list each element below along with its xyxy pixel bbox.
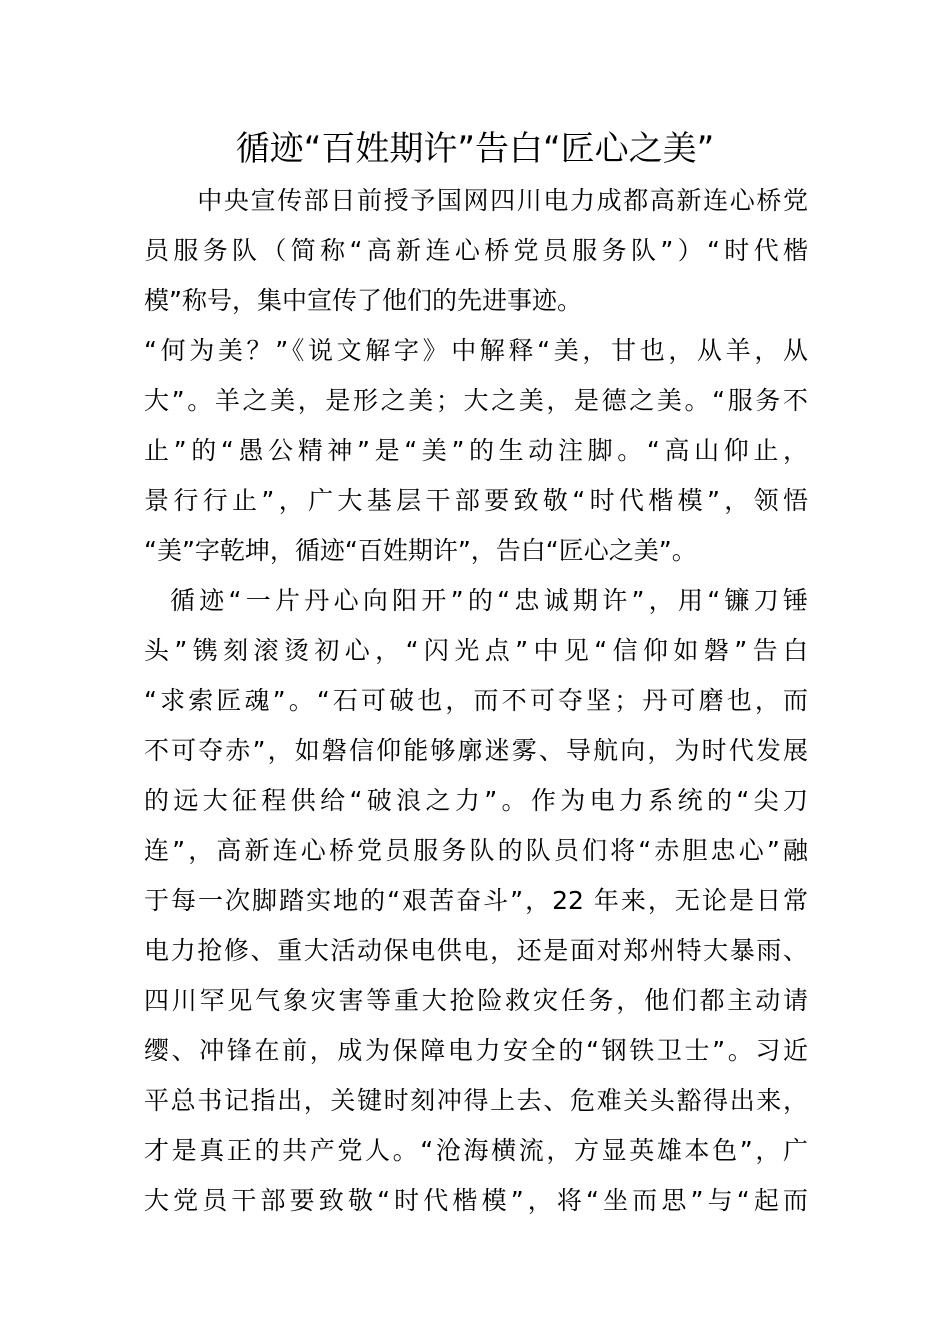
text-line: 电力抢修、重大活动保电供电，还是面对郑州特大暴雨、 — [144, 936, 808, 965]
text-line: 头”镌刻滚烫初心，“闪光点”中见“信仰如磐”告白 — [144, 636, 808, 665]
text-line: 才是真正的共产党人。“沧海横流，方显英雄本色”，广 — [144, 1136, 808, 1165]
text-line: 的远大征程供给“破浪之力”。作为电力系统的“尖刀 — [144, 786, 808, 815]
text-line: 不可夺赤”，如磐信仰能够廓迷雾、导航向，为时代发展 — [144, 736, 808, 765]
text-line: 连”，高新连心桥党员服务队的队员们将“赤胆忠心”融 — [144, 836, 808, 865]
text-line: 中央宣传部日前授予国网四川电力成都高新连心桥党 — [144, 186, 808, 215]
text-line: 于每一次脚踏实地的“艰苦奋斗”，22 年来，无论是日常 — [144, 886, 808, 915]
text-line: 循迹“一片丹心向阳开”的“忠诚期许”，用“镰刀锤 — [170, 586, 808, 615]
text-line: “美”字乾坤，循迹“百姓期许”，告白“匠心之美”。 — [144, 536, 697, 565]
text-line: “何为美？”《说文解字》中解释“美，甘也，从羊，从 — [144, 336, 808, 365]
text-line: 大党员干部要致敬“时代楷模”，将“坐而思”与“起而 — [144, 1186, 808, 1215]
text-line: 员服务队（简称“高新连心桥党员服务队”）“时代楷 — [144, 236, 808, 265]
text-line: 大”。羊之美，是形之美；大之美，是德之美。“服务不 — [144, 386, 808, 415]
text-line: 模”称号，集中宣传了他们的先进事迹。 — [144, 286, 582, 315]
text-line: 止”的“愚公精神”是“美”的生动注脚。“高山仰止， — [144, 436, 808, 465]
text-line: 四川罕见气象灾害等重大抢险救灾任务，他们都主动请 — [144, 986, 808, 1015]
text-line: “求索匠魂”。“石可破也，而不可夺坚；丹可磨也，而 — [144, 686, 808, 715]
text-line: 缨、冲锋在前，成为保障电力安全的“钢铁卫士”。习近 — [144, 1036, 808, 1065]
text-line: 平总书记指出，关键时刻冲得上去、危难关头豁得出来， — [144, 1086, 808, 1115]
article-title: 循迹“百姓期许”告白“匠心之美” — [235, 129, 715, 169]
text-line: 景行行止”，广大基层干部要致敬“时代楷模”，领悟 — [144, 486, 808, 515]
